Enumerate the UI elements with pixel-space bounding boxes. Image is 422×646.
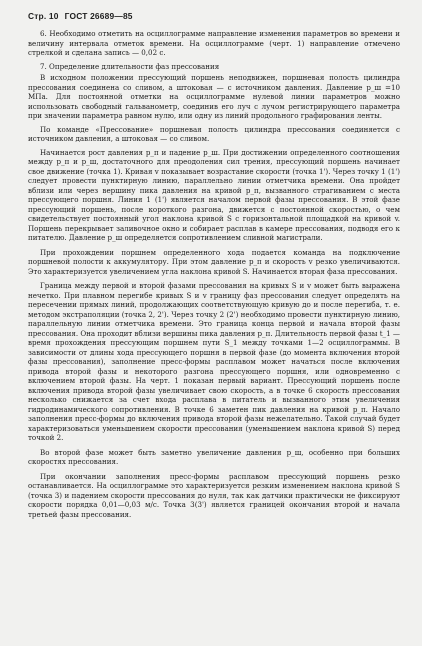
document-body bbox=[28, 29, 400, 519]
paragraph-item-6: 6. Необходимо отметить на осциллограмме направление изменения параметров во времени и величину интервала отметок времени. На осциллограмме (черт. 1) направление отмечено стрелкой и сделана запись — 0,02 с. bbox=[28, 29, 400, 57]
paragraph-second-phase-start: При прохождении поршнем определенного хода подается команда на подключение поршневой полости к аккумулятору. При этом давление р_п и скорость v резко увеличиваются. Это характеризуется увеличением угла наклона кривой S. Начинается вторая фаза прессования. bbox=[28, 247, 400, 276]
page-header bbox=[28, 11, 400, 21]
paragraph-phase-boundary: Граница между первой и второй фазами прессования на кривых S и v может быть выражена нечетко. При плавном перегибе кривых S и v границу фаз прессования следует определять на пересечении прямых линий, продолжающих соответствующую кривую до и после перегиба, т. е. методом экстраполяции (точка 2, 2'). Через точку 2 (2') необходимо провести пунктирную линию, параллельную линии отметчика времени. Это граница конца первой и начала второй фазы прессования. Она проходит вблизи вершины пика давления р_п. Длительность первой фазы t_1 — время прохождения прессующим поршнем пути S_1 между точками 1—2 осциллограммы. В зависимости от длины хода прессующего поршня в первой фазе (до момента включения второй фазы прессования), заполнение пресс-формы расплавом может начаться после включения привода второй фазы и некоторого разгона прессующего поршня, или одновременно с включением второй фазы. На черт. 1 показан первый вариант. Прессующий поршень после включения привода второй фазы увеличивает свою скорость, а в точке 6 скорость прессования несколько снижается за счет входа расплава в питатель и вызванного этим увеличения гидродинамического сопротивления. В точке 6 заметен пик давления на кривой р_п. Начало заполнения пресс-формы до включения привода второй фазы нежелательно. Такой случай будет характеризоваться уменьшением скорости прессования (уменьшением наклона кривой S) перед точкой 2. bbox=[28, 281, 400, 442]
standard-number: ГОСТ 26689—85 bbox=[64, 11, 133, 21]
page-number: Стр. 10 bbox=[28, 11, 59, 21]
section-heading-7: 7. Определение длительности фаз прессования bbox=[40, 61, 220, 71]
paragraph-initial-position: В исходном положении прессующий поршень неподвижен, поршневая полость цилиндра прессования соединена со сливом, а штоковая — с источником давления. Давление р_ш =10 МПа. Для постоянной отметки на осциллограмме нулевой линии параметров можно использовать свободный гальванометр, соединив его луч с лучом регистрирующего параметра при значении параметра равном нулю, или одну из линий продольного графирования ленты. bbox=[28, 73, 400, 120]
paragraph-first-phase: Начинается рост давления р_п и падение р_ш. При достижении определенного соотношения между р_п и р_ш, достаточного для преодоления сил трения, прессующий поршень начинает свое движение (точка 1). Кривая v показывает возрастание скорости (точка 1'). Через точку 1 (1') следует провести пунктирную линию, параллельно линии отметчика времени. Она пройдет вблизи или через вершину пика давления на кривой р_п, вызванного страгиванием с места прессующего поршня. Линия 1 (1') является началом первой фазы прессования. В этой фазе прессующий поршень, после короткого разгона, движется с постоянной скоростью, о чем свидетельствует постоянный угол наклона кривой S с горизонтальной площадкой на кривой v. Поршень перекрывает заливочное окно и собирает расплав в камере прессования, подводя его к питателю. Давление р_ш определяется сопротивлением сливной магистрали. bbox=[28, 147, 400, 242]
paragraph-fill-end: При окончании заполнения пресс-формы расплавом прессующий поршень резко останавливается. На осциллограмме это характеризуется резким изменением наклона кривой S (точка 3) и падением скорости прессования до нуля, так как датчики практически не фиксируют скорости порядка 0,01—0,03 м/с. Точка 3(3') является границей окончания второй и начала третьей фазы прессования. bbox=[28, 471, 400, 519]
paragraph-command: По команде «Прессование» поршневая полость цилиндра прессования соединяется с источником давления, а штоковая — со сливом. bbox=[28, 124, 400, 143]
paragraph-pressure-increase: Во второй фазе может быть заметно увеличение давления р_ш, особенно при больших скоростях прессования. bbox=[28, 447, 400, 466]
